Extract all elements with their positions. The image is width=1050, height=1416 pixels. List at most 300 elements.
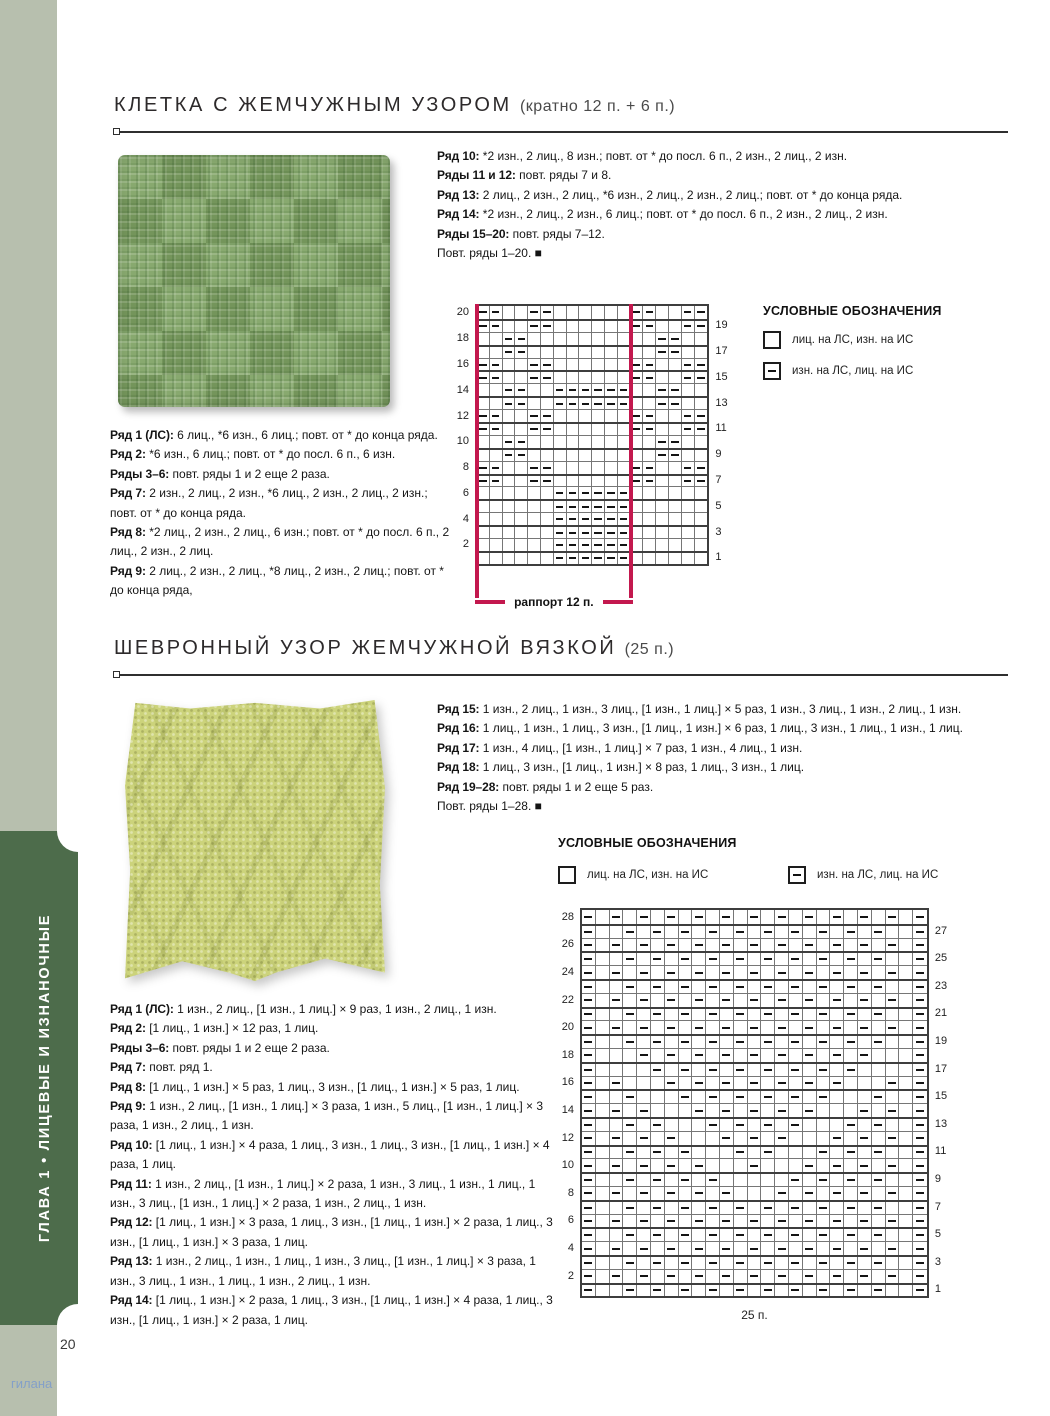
chart-cell bbox=[554, 372, 567, 383]
purl-dash-icon bbox=[684, 325, 691, 327]
chart-row bbox=[477, 461, 707, 474]
row-number: 13 bbox=[934, 1117, 948, 1130]
chart-cell bbox=[651, 966, 665, 979]
instruction-line: Повт. ряды 1–28. ■ bbox=[437, 799, 542, 814]
purl-dash-icon bbox=[620, 518, 627, 520]
purl-dash-icon bbox=[626, 1179, 634, 1181]
chart-cell bbox=[679, 1285, 693, 1297]
purl-dash-icon bbox=[530, 377, 537, 379]
chart-cell bbox=[582, 1187, 596, 1200]
chart-cell bbox=[682, 539, 695, 551]
chart-cell bbox=[720, 1147, 734, 1159]
row-number bbox=[558, 979, 580, 993]
purl-dash-icon bbox=[847, 1234, 855, 1236]
chart-cell bbox=[592, 333, 605, 345]
chart-cell bbox=[789, 994, 803, 1007]
chart-cell bbox=[579, 384, 592, 396]
chart-cell bbox=[899, 1104, 913, 1117]
chart-cell bbox=[582, 1036, 596, 1048]
purl-dash-icon bbox=[805, 999, 813, 1001]
purl-dash-icon bbox=[764, 1234, 772, 1236]
purl-dash-icon bbox=[671, 389, 678, 391]
purl-dash-icon bbox=[612, 916, 620, 918]
purl-dash-icon bbox=[709, 1179, 717, 1181]
chart-row bbox=[582, 1062, 927, 1076]
chart-cell bbox=[490, 501, 503, 512]
chart-cell bbox=[582, 1229, 596, 1241]
chart-cell bbox=[748, 1064, 762, 1076]
chart-cell bbox=[872, 1257, 886, 1269]
purl-dash-icon bbox=[709, 1013, 717, 1015]
chart-cell bbox=[623, 910, 637, 924]
row-number: 21 bbox=[934, 1007, 948, 1020]
knit-stitch-icon bbox=[763, 331, 781, 349]
purl-dash-icon bbox=[492, 311, 499, 313]
purl-dash-icon bbox=[722, 916, 730, 918]
purl-dash-icon bbox=[556, 544, 563, 546]
chart-cell bbox=[706, 1215, 720, 1228]
purl-dash-icon bbox=[916, 1027, 925, 1029]
purl-dash-icon bbox=[874, 1013, 882, 1015]
purl-dash-icon bbox=[791, 931, 799, 933]
purl-dash-icon bbox=[671, 403, 678, 405]
purl-dash-icon bbox=[819, 1179, 827, 1181]
chart-cell bbox=[858, 1229, 872, 1241]
chart-cell bbox=[503, 384, 516, 396]
purl-dash-icon bbox=[888, 916, 896, 918]
chart-cell bbox=[720, 1049, 734, 1062]
chart-cell bbox=[817, 1174, 831, 1186]
chart-cell bbox=[734, 994, 748, 1007]
purl-dash-icon bbox=[916, 916, 925, 918]
purl-dash-icon bbox=[916, 1096, 925, 1098]
chart-cell bbox=[817, 1285, 831, 1297]
chart-cell bbox=[528, 487, 541, 499]
purl-dash-icon bbox=[791, 1041, 799, 1043]
purl-dash-icon bbox=[805, 944, 813, 946]
chart-cell bbox=[789, 1064, 803, 1076]
chart-cell bbox=[775, 1202, 789, 1214]
chart-cell bbox=[515, 553, 528, 564]
chart-cell bbox=[913, 1021, 927, 1034]
purl-dash-icon bbox=[805, 916, 813, 918]
chart-cell bbox=[734, 1049, 748, 1062]
chart-cell bbox=[669, 553, 682, 564]
chart-cell bbox=[682, 487, 695, 499]
chart-cell bbox=[596, 1091, 610, 1103]
purl-dash-icon bbox=[492, 364, 499, 366]
purl-dash-icon bbox=[805, 1275, 813, 1277]
chart-cell bbox=[748, 1270, 762, 1283]
chart-cell bbox=[817, 1257, 831, 1269]
chart-cell bbox=[596, 966, 610, 979]
purl-dash-icon bbox=[695, 1220, 703, 1222]
purl-dash-icon bbox=[612, 1137, 620, 1139]
chart-cell bbox=[541, 372, 554, 383]
purl-dash-icon bbox=[584, 916, 592, 918]
chart-cell bbox=[651, 1147, 665, 1159]
instruction-line: Ряд 19–28: повт. ряды 1 и 2 еще 5 раз. bbox=[437, 779, 654, 794]
chart-cell bbox=[665, 1021, 679, 1034]
chart-cell bbox=[528, 513, 541, 525]
purl-dash-icon bbox=[584, 1054, 592, 1056]
chart-cell bbox=[844, 1091, 858, 1103]
chart-cell bbox=[830, 1009, 844, 1021]
chart-cell bbox=[858, 1147, 872, 1159]
chart-cell bbox=[490, 424, 503, 435]
chart-cell bbox=[490, 347, 503, 358]
chart-cell bbox=[734, 1257, 748, 1269]
purl-dash-icon bbox=[736, 1262, 744, 1264]
chart-cell bbox=[720, 1064, 734, 1076]
purl-dash-icon bbox=[791, 958, 799, 960]
purl-dash-icon bbox=[681, 1013, 689, 1015]
chart-cell bbox=[844, 910, 858, 924]
chart-cell bbox=[706, 1009, 720, 1021]
purl-dash-icon bbox=[543, 415, 550, 417]
chart-cell bbox=[596, 1187, 610, 1200]
chart-cell bbox=[528, 462, 541, 474]
chart-cell bbox=[899, 994, 913, 1007]
purl-dash-icon bbox=[667, 1137, 675, 1139]
chart-cell bbox=[679, 1132, 693, 1145]
chart-cell bbox=[541, 306, 554, 319]
chart-cell bbox=[592, 501, 605, 512]
chart-cell bbox=[665, 1064, 679, 1076]
purl-dash-icon bbox=[612, 1248, 620, 1250]
purl-dash-icon bbox=[626, 1096, 634, 1098]
chart-cell bbox=[637, 1202, 651, 1214]
purl-dash-icon bbox=[874, 1207, 882, 1209]
chart-cell bbox=[899, 1187, 913, 1200]
chart-cell bbox=[748, 1187, 762, 1200]
row-number: 16 bbox=[561, 1076, 574, 1089]
chart-cell bbox=[695, 450, 708, 461]
purl-dash-icon bbox=[640, 1248, 648, 1250]
chart-cell bbox=[490, 398, 503, 409]
row-number bbox=[929, 1158, 951, 1172]
purl-dash-icon bbox=[709, 1234, 717, 1236]
chart-cell bbox=[720, 1036, 734, 1048]
purl-dash-icon bbox=[607, 544, 614, 546]
chart-cell bbox=[720, 994, 734, 1007]
chart-cell bbox=[761, 1036, 775, 1048]
purl-dash-icon bbox=[764, 1096, 772, 1098]
purl-dash-icon bbox=[584, 1192, 592, 1194]
purl-dash-icon bbox=[505, 338, 512, 340]
chart-cell bbox=[490, 527, 503, 538]
purl-dash-icon bbox=[695, 999, 703, 1001]
chart-cell bbox=[803, 1132, 817, 1145]
chart2-row-numbers-right bbox=[929, 910, 951, 1296]
chart-cell bbox=[610, 1270, 624, 1283]
chart-cell bbox=[605, 384, 618, 396]
purl-dash-icon bbox=[874, 1096, 882, 1098]
purl-dash-icon bbox=[750, 1275, 758, 1277]
swatch-photo-2-texture bbox=[125, 700, 385, 984]
chart-cell bbox=[761, 1229, 775, 1241]
chart-cell bbox=[817, 1147, 831, 1159]
chart-cell bbox=[695, 436, 708, 448]
chart-cell bbox=[623, 1242, 637, 1255]
row-number: 10 bbox=[456, 435, 469, 448]
purl-dash-icon bbox=[612, 1027, 620, 1029]
chart-cell bbox=[706, 966, 720, 979]
chart-cell bbox=[899, 1049, 913, 1062]
purl-dash-icon bbox=[646, 428, 653, 430]
purl-dash-icon bbox=[697, 377, 705, 379]
purl-dash-icon bbox=[626, 1151, 634, 1153]
section1-title bbox=[114, 94, 675, 117]
chart-cell bbox=[913, 1270, 927, 1283]
chart-cell bbox=[656, 424, 669, 435]
purl-dash-icon bbox=[819, 986, 827, 988]
chart-row bbox=[582, 1131, 927, 1145]
row-number: 22 bbox=[561, 993, 574, 1006]
purl-dash-icon bbox=[916, 986, 925, 988]
chart-cell bbox=[748, 1132, 762, 1145]
row-number: 27 bbox=[934, 924, 948, 937]
row-number: 10 bbox=[561, 1159, 574, 1172]
chart-cell bbox=[692, 1270, 706, 1283]
purl-dash-icon bbox=[860, 1027, 868, 1029]
chart-cell bbox=[913, 994, 927, 1007]
chart-cell bbox=[651, 953, 665, 965]
purl-dash-icon bbox=[584, 1289, 592, 1291]
purl-dash-icon bbox=[667, 1082, 675, 1084]
chart-cell bbox=[913, 1147, 927, 1159]
purl-stitch-icon bbox=[763, 362, 781, 380]
chart-cell bbox=[656, 347, 669, 358]
chart-cell bbox=[734, 1285, 748, 1297]
chart-cell bbox=[596, 1132, 610, 1145]
chart-cell bbox=[706, 1159, 720, 1172]
chart-cell bbox=[682, 359, 695, 371]
purl-dash-icon bbox=[805, 1027, 813, 1029]
purl-dash-icon bbox=[684, 415, 691, 417]
chart-cell bbox=[844, 1132, 858, 1145]
purl-dash-icon bbox=[874, 931, 882, 933]
chart-cell bbox=[706, 1119, 720, 1131]
purl-dash-icon bbox=[874, 986, 882, 988]
chart-cell bbox=[623, 1132, 637, 1145]
chart-cell bbox=[817, 1077, 831, 1090]
chart-cell bbox=[761, 1077, 775, 1090]
chart-cell bbox=[830, 1202, 844, 1214]
purl-dash-icon bbox=[805, 1054, 813, 1056]
purl-dash-icon bbox=[681, 1179, 689, 1181]
purl-dash-icon bbox=[888, 1192, 896, 1194]
purl-dash-icon bbox=[479, 428, 486, 430]
chart-cell bbox=[858, 1174, 872, 1186]
chart-row bbox=[477, 383, 707, 396]
chart-cell bbox=[720, 966, 734, 979]
purl-dash-icon bbox=[530, 325, 537, 327]
chart-cell bbox=[734, 1270, 748, 1283]
chart-cell bbox=[720, 1132, 734, 1145]
chart-cell bbox=[720, 953, 734, 965]
purl-dash-icon bbox=[847, 958, 855, 960]
purl-dash-icon bbox=[681, 1262, 689, 1264]
chart-cell bbox=[623, 1119, 637, 1131]
purl-dash-icon bbox=[626, 1289, 634, 1291]
chart-cell bbox=[748, 1104, 762, 1117]
purl-dash-icon bbox=[479, 325, 486, 327]
chart-cell bbox=[579, 347, 592, 358]
instruction-line: Ряд 14: *2 изн., 2 лиц., 2 изн., 6 лиц.; повт. от * до посл. 6 п., 2 изн., 2 лиц., 2 изн. bbox=[437, 207, 888, 222]
purl-dash-icon bbox=[594, 506, 601, 508]
chart-row bbox=[477, 435, 707, 448]
chart-cell bbox=[656, 462, 669, 474]
chart-cell bbox=[682, 347, 695, 358]
swatch-photo-2 bbox=[125, 700, 385, 984]
chart-cell bbox=[679, 1064, 693, 1076]
chart-cell bbox=[748, 1242, 762, 1255]
chart-cell bbox=[775, 1119, 789, 1131]
chart-cell bbox=[692, 966, 706, 979]
chart-cell bbox=[789, 1132, 803, 1145]
chart-cell bbox=[803, 1270, 817, 1283]
chart-cell bbox=[748, 1229, 762, 1241]
instruction-line: Ряд 9: 2 лиц., 2 изн., 2 лиц., *8 лиц., 2 изн., 2 лиц.; повт. от * до конца ряда, bbox=[110, 563, 444, 598]
purl-dash-icon bbox=[653, 1207, 661, 1209]
purl-dash-icon bbox=[764, 1262, 772, 1264]
chart-cell bbox=[872, 1187, 886, 1200]
purl-dash-icon bbox=[764, 931, 772, 933]
chart-row bbox=[582, 1076, 927, 1090]
section1-rule bbox=[115, 131, 1008, 133]
purl-dash-icon bbox=[584, 1220, 592, 1222]
chart-cell bbox=[682, 384, 695, 396]
purl-dash-icon bbox=[916, 1207, 925, 1209]
chart-cell bbox=[651, 1049, 665, 1062]
chart-cell bbox=[582, 1104, 596, 1117]
chart-cell bbox=[803, 1229, 817, 1241]
chart-cell bbox=[899, 1159, 913, 1172]
purl-dash-icon bbox=[556, 506, 563, 508]
chart-cell bbox=[651, 926, 665, 938]
chart-cell bbox=[567, 347, 580, 358]
chart-cell bbox=[541, 333, 554, 345]
chart-cell bbox=[610, 1064, 624, 1076]
purl-dash-icon bbox=[658, 338, 665, 340]
purl-dash-icon bbox=[594, 403, 601, 405]
row-number: 20 bbox=[561, 1021, 574, 1034]
chart-cell bbox=[761, 1147, 775, 1159]
purl-dash-icon bbox=[764, 1151, 772, 1153]
chart-cell bbox=[665, 1215, 679, 1228]
chart-cell bbox=[656, 398, 669, 409]
purl-dash-icon bbox=[667, 999, 675, 1001]
purl-dash-icon bbox=[584, 1275, 592, 1277]
purl-dash-icon bbox=[697, 467, 705, 469]
purl-dash-icon bbox=[543, 480, 550, 482]
purl-dash-icon bbox=[833, 1165, 841, 1167]
chart-cell bbox=[579, 501, 592, 512]
chart-cell bbox=[817, 910, 831, 924]
purl-dash-icon bbox=[653, 1234, 661, 1236]
purl-dash-icon bbox=[916, 1248, 925, 1250]
purl-dash-icon bbox=[888, 1082, 896, 1084]
purl-dash-icon bbox=[518, 454, 525, 456]
purl-dash-icon bbox=[695, 1110, 703, 1112]
chart-cell bbox=[886, 1202, 900, 1214]
chart-row bbox=[477, 525, 707, 538]
chart-cell bbox=[913, 981, 927, 993]
purl-dash-icon bbox=[750, 1220, 758, 1222]
chart-cell bbox=[554, 398, 567, 409]
chart-cell bbox=[695, 476, 708, 487]
purl-dash-icon bbox=[530, 364, 537, 366]
chart-cell bbox=[610, 981, 624, 993]
chart-cell bbox=[665, 1229, 679, 1241]
section1-title-text: КЛЕТКА С ЖЕМЧУЖНЫМ УЗОРОМ bbox=[114, 94, 512, 116]
chart-cell bbox=[541, 384, 554, 396]
chart-cell bbox=[775, 1091, 789, 1103]
row-number: 7 bbox=[715, 474, 722, 487]
chart-cell bbox=[913, 926, 927, 938]
purl-dash-icon bbox=[847, 1151, 855, 1153]
purl-dash-icon bbox=[847, 1289, 855, 1291]
purl-dash-icon bbox=[479, 364, 486, 366]
purl-dash-icon bbox=[722, 944, 730, 946]
chart-row bbox=[582, 1241, 927, 1255]
chart-cell bbox=[669, 450, 682, 461]
row-number bbox=[929, 1020, 951, 1034]
chart-cell bbox=[706, 1242, 720, 1255]
chart-row bbox=[477, 538, 707, 551]
chart-cell bbox=[858, 1021, 872, 1034]
chart-cell bbox=[775, 1064, 789, 1076]
chart-cell bbox=[669, 513, 682, 525]
purl-dash-icon bbox=[874, 1289, 882, 1291]
purl-dash-icon bbox=[750, 916, 758, 918]
chart-cell bbox=[605, 410, 618, 422]
row-number: 16 bbox=[456, 358, 469, 370]
chart-cell bbox=[872, 1242, 886, 1255]
chart-cell bbox=[610, 1285, 624, 1297]
chart-cell bbox=[789, 1091, 803, 1103]
chart-cell bbox=[592, 306, 605, 319]
chart-cell bbox=[679, 1215, 693, 1228]
row-number bbox=[709, 332, 731, 345]
chart-cell bbox=[582, 939, 596, 952]
chart-cell bbox=[803, 1202, 817, 1214]
chart2-row-numbers-left bbox=[558, 910, 580, 1296]
purl-dash-icon bbox=[681, 1289, 689, 1291]
chart-cell bbox=[656, 513, 669, 525]
page-number: 20 bbox=[60, 1336, 76, 1352]
chart-cell bbox=[682, 450, 695, 461]
chart-cell bbox=[817, 1229, 831, 1241]
chart-cell bbox=[669, 501, 682, 512]
purl-dash-icon bbox=[620, 506, 627, 508]
chart-row bbox=[477, 332, 707, 345]
row-number: 14 bbox=[456, 383, 469, 396]
chart-cell bbox=[830, 910, 844, 924]
purl-dash-icon bbox=[778, 1137, 786, 1139]
purl-dash-icon bbox=[653, 958, 661, 960]
chart-cell bbox=[803, 1242, 817, 1255]
purl-dash-icon bbox=[584, 972, 592, 974]
chart-cell bbox=[515, 450, 528, 461]
chart-cell bbox=[637, 1009, 651, 1021]
chart-cell bbox=[803, 1049, 817, 1062]
chart-cell bbox=[679, 1187, 693, 1200]
purl-dash-icon bbox=[888, 999, 896, 1001]
chart-cell bbox=[817, 1132, 831, 1145]
instruction-line: Ряд 7: 2 изн., 2 лиц., 2 изн., *6 лиц., 2 изн., 2 лиц., 2 изн.; повт. от * до конца ряда. bbox=[110, 486, 428, 520]
